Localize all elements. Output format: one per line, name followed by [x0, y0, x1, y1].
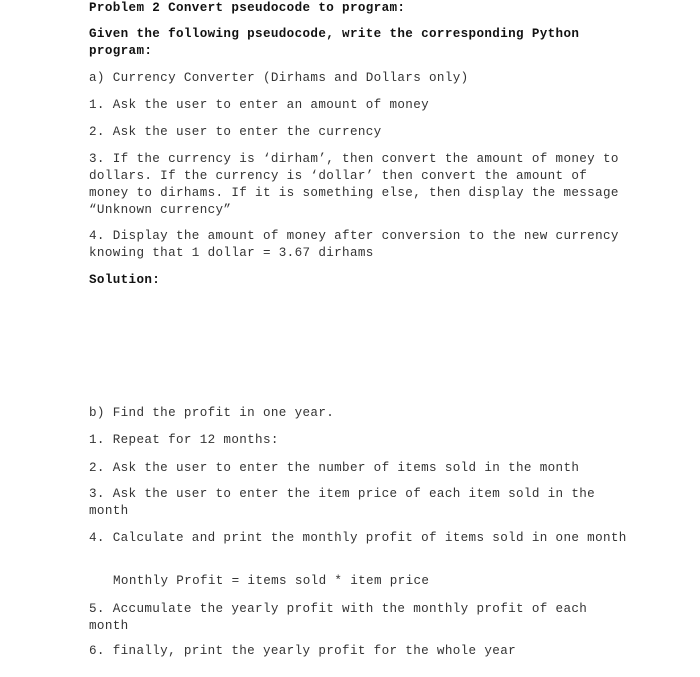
part-b-step-1: 1. Repeat for 12 months: — [89, 433, 279, 447]
part-a-step-4: 4. Display the amount of money after conversion to the new currency knowing that 1 dollar = 3.67 dirhams — [89, 229, 627, 260]
part-a-step-2: 2. Ask the user to enter the currency — [89, 125, 382, 139]
part-b-step-2: 2. Ask the user to enter the number of items sold in the month — [89, 461, 580, 475]
part-b-step-4: 4. Calculate and print the monthly profit of items sold in one month — [89, 531, 627, 545]
solution-label: Solution: — [89, 273, 161, 287]
problem-instruction: Given the following pseudocode, write the corresponding Python program: — [89, 27, 588, 58]
part-a-step-3: 3. If the currency is ‘dirham’, then convert the amount of money to dollars. If the currency is ‘dollar’ then convert the amount of money to dirhams. If it is something else, then display the message “Unknown currency” — [89, 152, 627, 217]
part-b-step-5: 5. Accumulate the yearly profit with the monthly profit of each month — [89, 602, 596, 633]
part-a-heading: a) Currency Converter (Dirhams and Dollars only) — [89, 71, 469, 85]
part-a-step-1: 1. Ask the user to enter an amount of money — [89, 98, 430, 112]
monthly-profit-formula: Monthly Profit = items sold * item price — [113, 574, 430, 588]
part-b-step-3: 3. Ask the user to enter the item price of each item sold in the month — [89, 487, 603, 518]
problem-title: Problem 2 Convert pseudocode to program: — [89, 1, 406, 15]
part-b-heading: b) Find the profit in one year. — [89, 406, 335, 420]
part-b-step-6: 6. finally, print the yearly profit for the whole year — [89, 644, 517, 658]
